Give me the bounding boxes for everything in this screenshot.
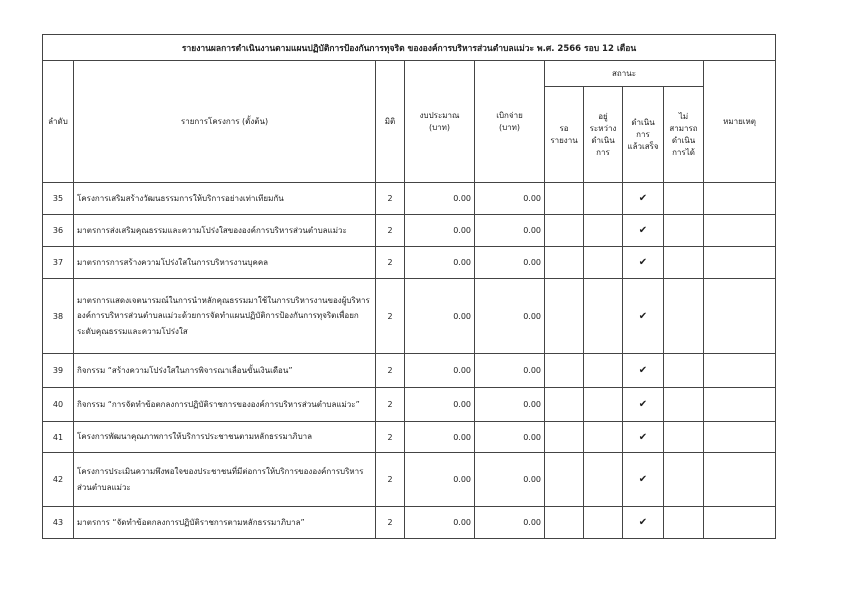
row-number: 42 bbox=[43, 453, 74, 507]
dimension-value: 2 bbox=[376, 507, 405, 539]
dimension-value: 2 bbox=[376, 354, 405, 388]
table-body bbox=[43, 183, 776, 539]
status-waiting-cell bbox=[545, 247, 584, 279]
header-status-waiting: รอ รายงาน bbox=[545, 87, 584, 183]
header-status: สถานะ bbox=[545, 61, 704, 87]
header-budget: งบประมาณ (บาท) bbox=[405, 61, 475, 183]
table-row bbox=[43, 453, 776, 507]
status-in-progress-cell bbox=[584, 279, 623, 354]
status-in-progress-cell bbox=[584, 183, 623, 215]
dimension-value: 2 bbox=[376, 388, 405, 422]
dimension-value: 2 bbox=[376, 453, 405, 507]
status-in-progress-cell bbox=[584, 388, 623, 422]
status-done-cell bbox=[623, 247, 664, 279]
status-waiting-cell bbox=[545, 388, 584, 422]
remark-cell bbox=[704, 183, 776, 215]
table-row bbox=[43, 215, 776, 247]
budget-value: 0.00 bbox=[405, 422, 475, 453]
check-mark-icon: ✔ bbox=[638, 310, 648, 322]
report-title: รายงานผลการดำเนินงานตามแผนปฏิบัติการป้องกันการทุจริต ขององค์การบริหารส่วนตำบลแม่วะ พ.ศ. 2566 รอบ 12 เดือน bbox=[43, 35, 776, 61]
status-in-progress-cell bbox=[584, 354, 623, 388]
status-done-cell bbox=[623, 453, 664, 507]
remark-cell bbox=[704, 354, 776, 388]
status-unable-cell bbox=[664, 507, 704, 539]
check-mark-icon: ✔ bbox=[638, 399, 648, 410]
row-number: 38 bbox=[43, 279, 74, 354]
status-in-progress-cell bbox=[584, 453, 623, 507]
project-name: มาตรการ “จัดทำข้อตกลงการปฏิบัติราชการตามหลักธรรมาภิบาล” bbox=[74, 507, 376, 539]
budget-value: 0.00 bbox=[405, 215, 475, 247]
dimension-value: 2 bbox=[376, 247, 405, 279]
table-row bbox=[43, 183, 776, 215]
header-dimension: มิติ bbox=[376, 61, 405, 183]
header-status-unable: ไม่ สามารถ ดำเนิน การได้ bbox=[664, 87, 704, 183]
status-done-cell bbox=[623, 422, 664, 453]
header-status-done: ดำเนิน การ แล้วเสร็จ bbox=[623, 87, 664, 183]
remark-cell bbox=[704, 507, 776, 539]
project-name: มาตรการส่งเสริมคุณธรรมและความโปร่งใสขององค์การบริหารส่วนตำบลแม่วะ bbox=[74, 215, 376, 247]
dimension-value: 2 bbox=[376, 279, 405, 354]
project-name: โครงการประเมินความพึงพอใจของประชาชนที่มีต่อการให้บริการขององค์การบริหารส่วนตำบลแม่วะ bbox=[74, 453, 376, 507]
disbursed-value: 0.00 bbox=[475, 279, 545, 354]
status-in-progress-cell bbox=[584, 422, 623, 453]
dimension-value: 2 bbox=[376, 422, 405, 453]
project-name: โครงการพัฒนาคุณภาพการให้บริการประชาชนตามหลักธรรมาภิบาล bbox=[74, 422, 376, 453]
header-remark: หมายเหตุ bbox=[704, 61, 776, 183]
budget-value: 0.00 bbox=[405, 453, 475, 507]
row-number: 41 bbox=[43, 422, 74, 453]
header-project: รายการโครงการ (ตั้งต้น) bbox=[74, 61, 376, 183]
disbursed-value: 0.00 bbox=[475, 422, 545, 453]
remark-cell bbox=[704, 279, 776, 354]
budget-value: 0.00 bbox=[405, 247, 475, 279]
project-name: กิจกรรม “สร้างความโปร่งใสในการพิจารณาเลื่อนขั้นเงินเดือน” bbox=[74, 354, 376, 388]
check-mark-icon: ✔ bbox=[638, 474, 648, 485]
status-unable-cell bbox=[664, 279, 704, 354]
status-unable-cell bbox=[664, 215, 704, 247]
budget-value: 0.00 bbox=[405, 354, 475, 388]
status-done-cell bbox=[623, 279, 664, 354]
check-mark-icon: ✔ bbox=[638, 257, 648, 268]
table-row bbox=[43, 247, 776, 279]
row-number: 40 bbox=[43, 388, 74, 422]
table-row bbox=[43, 507, 776, 539]
table-row bbox=[43, 354, 776, 388]
header-no: ลำดับ bbox=[43, 61, 74, 183]
disbursed-value: 0.00 bbox=[475, 388, 545, 422]
table-row bbox=[43, 422, 776, 453]
status-waiting-cell bbox=[545, 215, 584, 247]
status-unable-cell bbox=[664, 453, 704, 507]
status-in-progress-cell bbox=[584, 215, 623, 247]
status-unable-cell bbox=[664, 388, 704, 422]
status-unable-cell bbox=[664, 422, 704, 453]
status-in-progress-cell bbox=[584, 507, 623, 539]
row-number: 43 bbox=[43, 507, 74, 539]
table-row bbox=[43, 279, 776, 354]
row-number: 35 bbox=[43, 183, 74, 215]
project-name: กิจกรรม “การจัดทำข้อตกลงการปฏิบัติราชการขององค์การบริหารส่วนตำบลแม่วะ” bbox=[74, 388, 376, 422]
status-waiting-cell bbox=[545, 183, 584, 215]
status-waiting-cell bbox=[545, 453, 584, 507]
remark-cell bbox=[704, 388, 776, 422]
check-mark-icon: ✔ bbox=[638, 225, 648, 236]
remark-cell bbox=[704, 453, 776, 507]
row-number: 37 bbox=[43, 247, 74, 279]
header-status-in-progress: อยู่ ระหว่าง ดำเนิน การ bbox=[584, 87, 623, 183]
disbursed-value: 0.00 bbox=[475, 183, 545, 215]
dimension-value: 2 bbox=[376, 183, 405, 215]
remark-cell bbox=[704, 247, 776, 279]
check-mark-icon: ✔ bbox=[638, 517, 648, 528]
status-done-cell bbox=[623, 354, 664, 388]
budget-value: 0.00 bbox=[405, 388, 475, 422]
report-table bbox=[42, 34, 776, 539]
budget-value: 0.00 bbox=[405, 279, 475, 354]
row-number: 39 bbox=[43, 354, 74, 388]
check-mark-icon: ✔ bbox=[638, 431, 648, 443]
disbursed-value: 0.00 bbox=[475, 507, 545, 539]
disbursed-value: 0.00 bbox=[475, 354, 545, 388]
status-waiting-cell bbox=[545, 354, 584, 388]
project-name: มาตรการแสดงเจตนารมณ์ในการนำหลักคุณธรรมมาใช้ในการบริหารงานของผู้บริหารองค์การบริหารส่วนตำบลแม่วะด้วยการจัดทำแผนปฏิบัติการป้องกันการทุจริตเพื่อยกระดับคุณธรรมและความโปร่งใส bbox=[74, 279, 376, 354]
status-waiting-cell bbox=[545, 279, 584, 354]
status-unable-cell bbox=[664, 183, 704, 215]
status-unable-cell bbox=[664, 247, 704, 279]
project-name: มาตรการการสร้างความโปร่งใสในการบริหารงานบุคคล bbox=[74, 247, 376, 279]
disbursed-value: 0.00 bbox=[475, 215, 545, 247]
check-mark-icon: ✔ bbox=[638, 193, 648, 204]
disbursed-value: 0.00 bbox=[475, 453, 545, 507]
budget-value: 0.00 bbox=[405, 507, 475, 539]
status-done-cell bbox=[623, 183, 664, 215]
status-done-cell bbox=[623, 507, 664, 539]
header-disbursed: เบิกจ่าย (บาท) bbox=[475, 61, 545, 183]
project-name: โครงการเสริมสร้างวัฒนธรรมการให้บริการอย่างเท่าเทียมกัน bbox=[74, 183, 376, 215]
remark-cell bbox=[704, 422, 776, 453]
status-waiting-cell bbox=[545, 507, 584, 539]
status-done-cell bbox=[623, 215, 664, 247]
status-in-progress-cell bbox=[584, 247, 623, 279]
status-done-cell bbox=[623, 388, 664, 422]
row-number: 36 bbox=[43, 215, 74, 247]
table-row bbox=[43, 388, 776, 422]
dimension-value: 2 bbox=[376, 215, 405, 247]
status-unable-cell bbox=[664, 354, 704, 388]
status-waiting-cell bbox=[545, 422, 584, 453]
check-mark-icon: ✔ bbox=[638, 365, 648, 376]
budget-value: 0.00 bbox=[405, 183, 475, 215]
remark-cell bbox=[704, 215, 776, 247]
disbursed-value: 0.00 bbox=[475, 247, 545, 279]
